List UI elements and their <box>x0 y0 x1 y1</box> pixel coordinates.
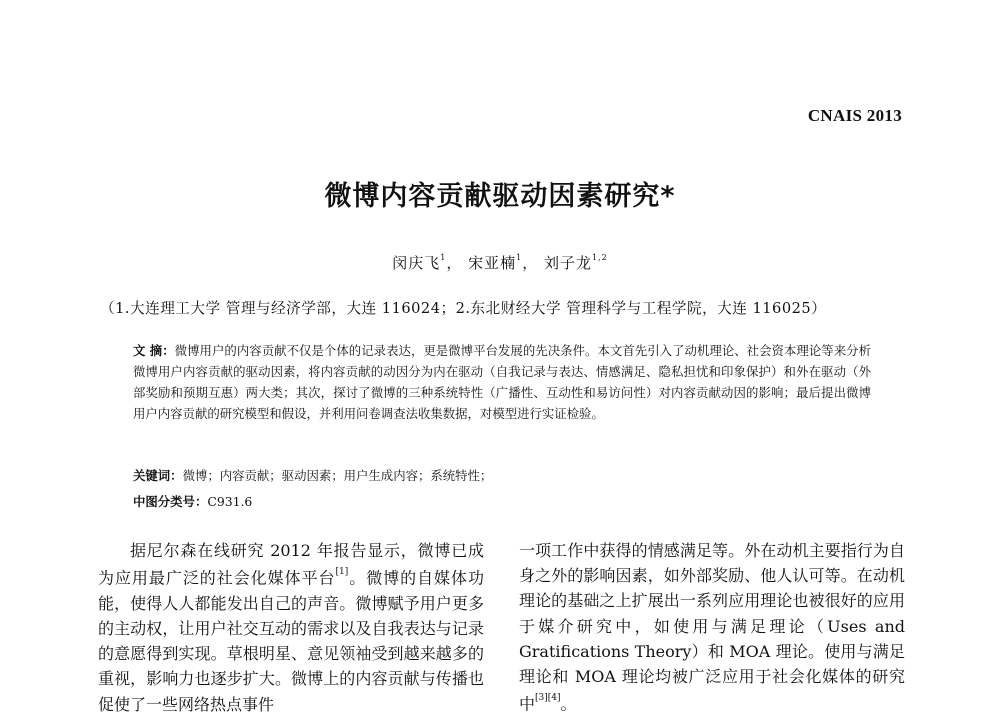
body-text: 。 <box>560 694 577 714</box>
body-text: 。微博的自媒体功能，使得人人都能发出自己的声音。微博赋予用户更多的主动权，让用户社交互动的需求以及自我表达与记录的意愿得到实现。草根明星、意见领袖受到越来越多的重视，影响力也逐步扩大。微博上的内容贡献与传播也促使了一些网络热点事件 <box>98 568 484 714</box>
citation-ref: [3][4] <box>535 693 561 704</box>
author-name: 闵庆飞 <box>392 254 441 272</box>
abstract-label: 文 摘： <box>133 343 175 358</box>
body-column-right <box>519 538 905 717</box>
body-paragraph <box>98 538 484 717</box>
classification-number <box>133 492 252 510</box>
author-affil-mark: 1,2 <box>592 253 608 262</box>
author-affil-mark: 1 <box>440 253 447 262</box>
conference-header: CNAIS 2013 <box>807 106 902 125</box>
body-text: 据尼尔森在线研究 2012 年报告显示，微博已成为应用最广泛的社会化媒体平台 <box>98 541 484 588</box>
abstract-text: 微博用户的内容贡献不仅是个体的记录表达，更是微博平台发展的先决条件。本文首先引入了动机理论、社会资本理论等来分析微博用户内容贡献的驱动因素，将内容贡献的动因分为内在驱动（自我记录与表达、情感满足、隐私担忧和印象保护）和外在驱动（外部奖励和预期互惠）两大类；其次，探讨了微博的三种系统特性（广播性、互动性和易访问性）对内容贡献动因的影响；最后提出微博用户内容贡献的研究模型和假设，并利用问卷调查法收集数据，对模型进行实证检验。 <box>133 343 871 421</box>
citation-ref: [1] <box>335 567 349 578</box>
body-column-left <box>98 538 484 717</box>
body-paragraph <box>519 538 905 717</box>
author-affil-mark: 1 <box>516 253 523 262</box>
classification-text: C931.6 <box>207 494 253 509</box>
classification-label: 中图分类号： <box>133 494 208 509</box>
affiliations: （1.大连理工大学 管理与经济学部，大连 116024；2.东北财经大学 管理科学与工程学院，大连 116025） <box>100 300 827 317</box>
abstract <box>133 340 871 424</box>
author-list: 闵庆飞$^1$， 宋亚楠$^1$， 刘子龙$^{1,2}$ <box>392 253 608 272</box>
author-name: 刘子龙 <box>544 254 593 272</box>
author-name: 宋亚楠 <box>468 254 517 272</box>
paper-title: 微博内容贡献驱动因素研究* <box>324 181 676 212</box>
body-text: 一项工作中获得的情感满足等。外在动机主要指行为自身之外的影响因素，如外部奖励、他人认可等。在动机理论的基础之上扩展出一系列应用理论也被很好的应用于媒介研究中，如使用与满足理论（Uses and Gratifications Theory）和 MOA 理论。使用与满足理论和 MOA 理论均被广泛应用于社会化媒体的研究中 <box>519 541 905 714</box>
keywords-label: 关键词： <box>133 468 183 483</box>
keywords-text: 微博；内容贡献；驱动因素；用户生成内容；系统特性； <box>182 468 493 483</box>
keywords <box>133 466 492 484</box>
